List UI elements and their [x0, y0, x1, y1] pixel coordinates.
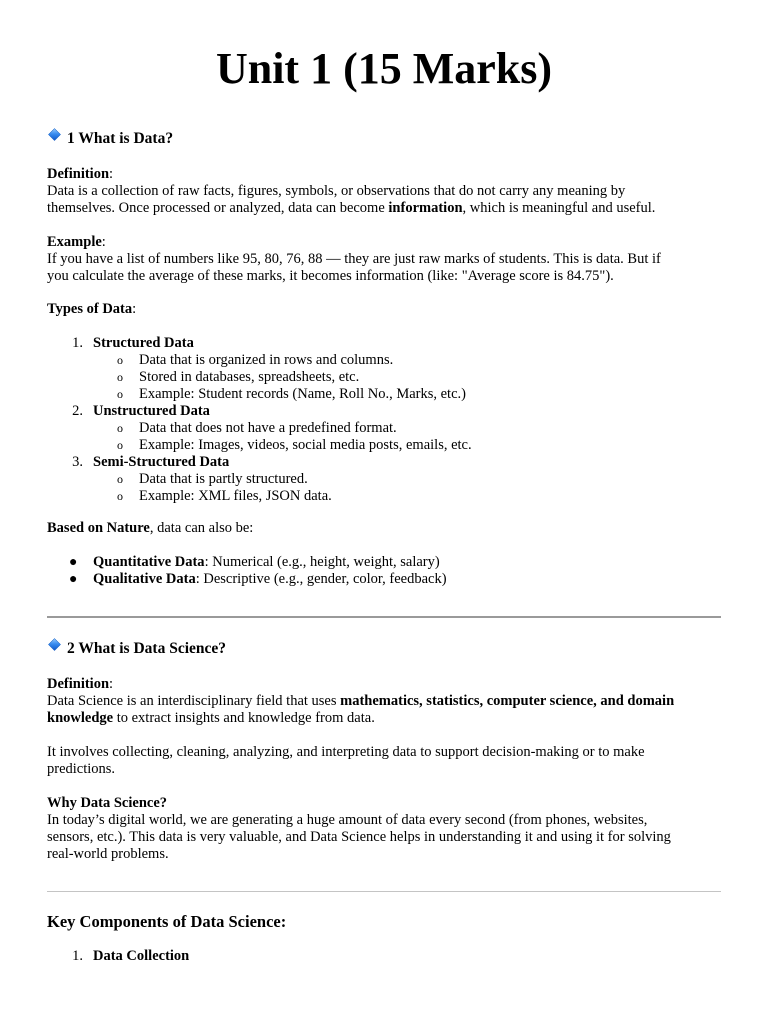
definition-label: Definition:	[47, 166, 114, 182]
section-heading-what-is-data: 1 What is Data?	[47, 129, 723, 148]
definition-text-line: Data is a collection of raw facts, figures, symbols, or observations that do not carry any meaning by	[47, 183, 626, 199]
blue-diamond-icon	[47, 639, 62, 654]
definition-text-line: knowledge to extract insights and knowledge from data.	[47, 710, 375, 726]
involves-text-line: predictions.	[47, 761, 116, 777]
key-components-list: 1. Data Collection	[72, 948, 190, 964]
key-components-heading: Key Components of Data Science:	[47, 912, 287, 931]
definition-text-line: themselves. Once processed or analyzed, data can become information, which is meaningful and useful.	[47, 200, 656, 216]
section-divider	[47, 891, 721, 892]
types-of-data-list: 1. Structured Data o Data that is organized in rows and columns. o Stored in databases, spreadsheets, etc. o Example: Student records (Name, Roll No., Marks, etc.) 2. Unstructured Data o Data that does not have a predefined format. o Example: Images, videos, social media posts, emails, etc. 3. Semi-Structured Data o Data that is partly structured. o Example: XML files, JSON data.	[72, 335, 472, 504]
definition-text-line: Data Science is an interdisciplinary field that uses mathematics, statistics, computer science, and domain	[47, 693, 675, 709]
why-data-science-label: Why Data Science?	[47, 795, 168, 811]
section-divider	[47, 616, 721, 618]
example-text-line: If you have a list of numbers like 95, 80, 76, 88 — they are just raw marks of students. This is data. But if	[47, 251, 661, 267]
page-title: Unit 1 (15 Marks)	[215, 44, 553, 93]
types-of-data-label: Types of Data:	[47, 301, 137, 317]
nature-intro: Based on Nature, data can also be:	[47, 520, 254, 536]
example-text-line: you calculate the average of these marks, it becomes information (like: "Average score is 84.75").	[47, 268, 614, 284]
why-text-line: real-world problems.	[47, 846, 169, 862]
nature-list: ● Quantitative Data: Numerical (e.g., height, weight, salary) ● Qualitative Data: Descriptive (e.g., gender, color, feedback)	[69, 554, 447, 587]
why-text-line: sensors, etc.). This data is very valuable, and Data Science helps in understanding it and using it for solving	[47, 829, 671, 845]
example-label: Example:	[47, 234, 106, 250]
definition-label: Definition:	[47, 676, 114, 692]
blue-diamond-icon	[47, 129, 62, 144]
involves-text-line: It involves collecting, cleaning, analyzing, and interpreting data to support decision-making or to make	[47, 744, 645, 760]
why-text-line: In today’s digital world, we are generating a huge amount of data every second (from phones, websites,	[47, 812, 648, 828]
section-heading-what-is-data-science: 2 What is Data Science?	[47, 639, 723, 658]
